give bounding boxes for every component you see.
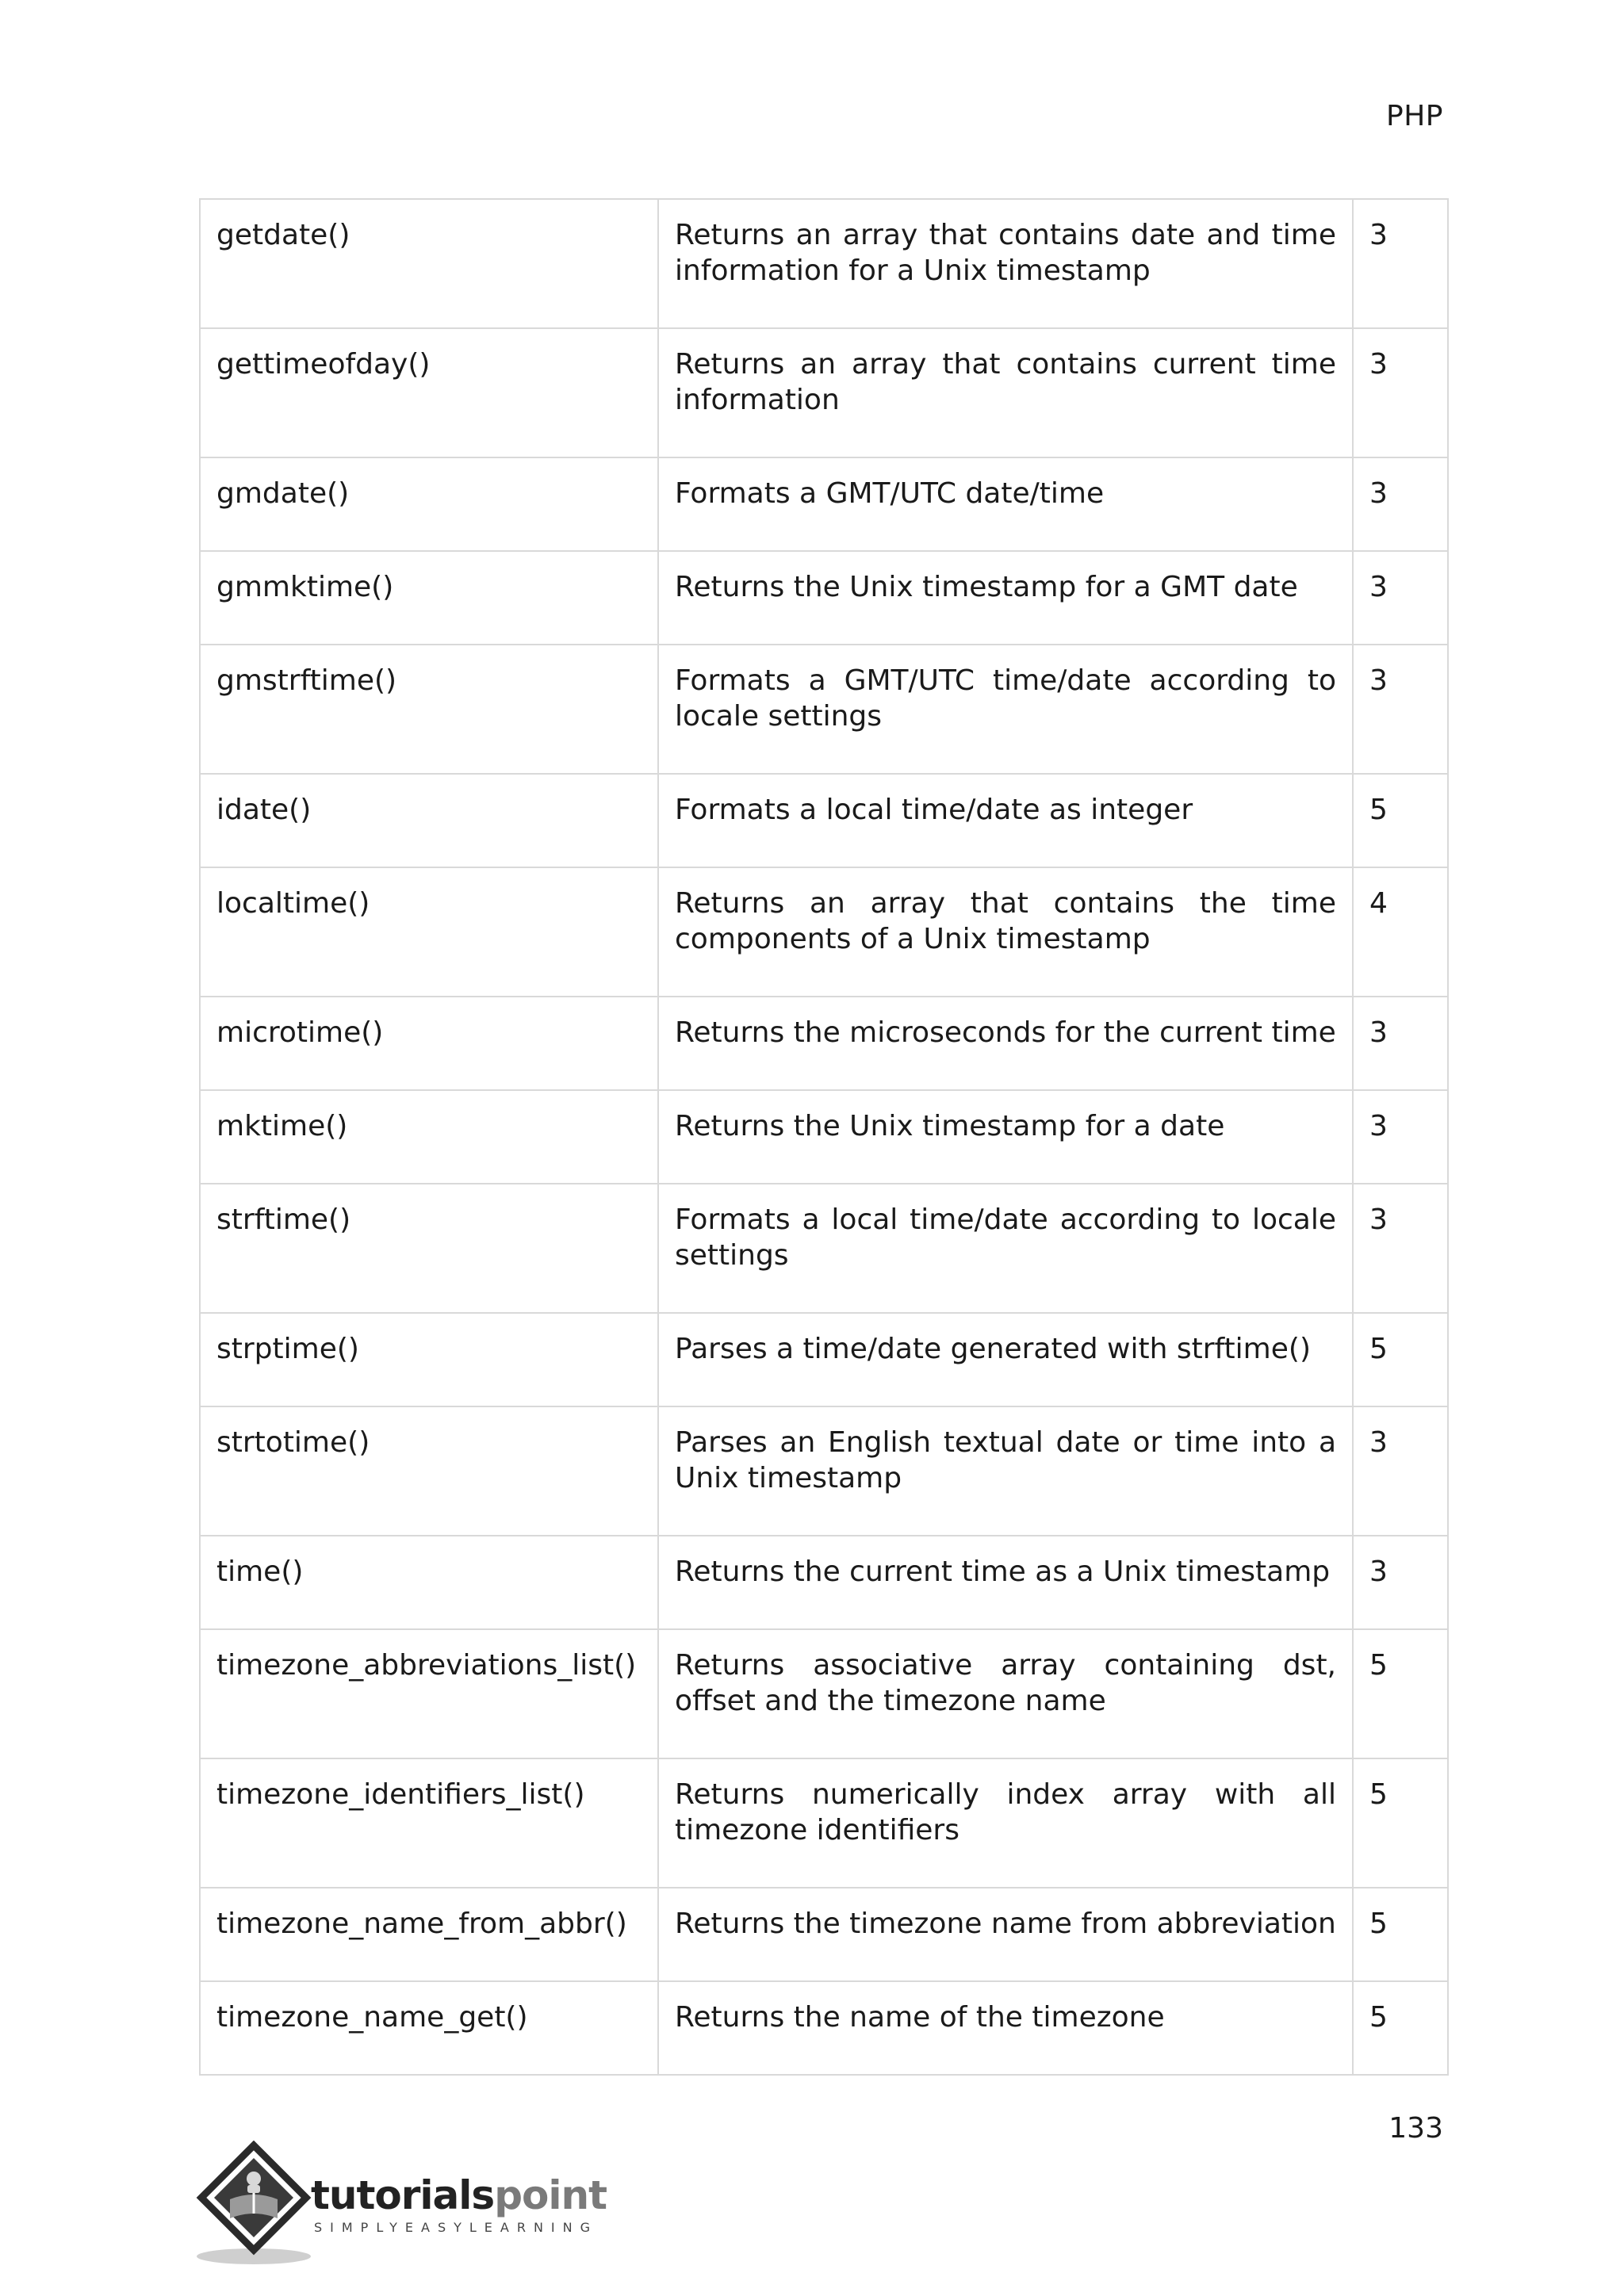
logo-wordmark-bold: tutorials xyxy=(311,2172,495,2218)
function-version-cell: 3 xyxy=(1353,457,1448,551)
table-row xyxy=(200,1090,1448,1184)
function-name-cell: gmdate() xyxy=(200,457,658,551)
function-description-cell: Returns an array that contains current time information xyxy=(658,328,1353,457)
logo-diamond-icon xyxy=(195,2141,314,2267)
function-name-cell: timezone_name_get() xyxy=(200,1981,658,2075)
table-row xyxy=(200,645,1448,774)
function-version-cell: 3 xyxy=(1353,1090,1448,1184)
function-description-cell: Returns associative array containing dst, offset and the timezone name xyxy=(658,1629,1353,1758)
logo-wordmark-light: point xyxy=(494,2172,607,2218)
function-version-cell: 4 xyxy=(1353,867,1448,997)
function-description-cell: Parses a time/date generated with strftime() xyxy=(658,1313,1353,1406)
table-row xyxy=(200,997,1448,1090)
tutorialspoint-logo xyxy=(195,2141,607,2267)
function-version-cell: 5 xyxy=(1353,1981,1448,2075)
function-name-cell: mktime() xyxy=(200,1090,658,1184)
function-name-cell: gmstrftime() xyxy=(200,645,658,774)
function-description-cell: Returns the Unix timestamp for a date xyxy=(658,1090,1353,1184)
table-row xyxy=(200,1888,1448,1981)
function-description-cell: Formats a local time/date according to locale settings xyxy=(658,1184,1353,1313)
function-description-cell: Returns the Unix timestamp for a GMT date xyxy=(658,551,1353,645)
function-version-cell: 3 xyxy=(1353,645,1448,774)
function-name-cell: timezone_name_from_abbr() xyxy=(200,1888,658,1981)
function-description-cell: Formats a local time/date as integer xyxy=(658,774,1353,867)
table-row xyxy=(200,1758,1448,1888)
function-name-cell: idate() xyxy=(200,774,658,867)
function-description-cell: Returns the timezone name from abbreviation xyxy=(658,1888,1353,1981)
function-version-cell: 3 xyxy=(1353,1536,1448,1629)
function-version-cell: 5 xyxy=(1353,1629,1448,1758)
function-version-cell: 3 xyxy=(1353,551,1448,645)
function-description-cell: Returns the name of the timezone xyxy=(658,1981,1353,2075)
table-row xyxy=(200,1313,1448,1406)
function-name-cell: getdate() xyxy=(200,199,658,328)
table-row xyxy=(200,1629,1448,1758)
function-version-cell: 5 xyxy=(1353,1888,1448,1981)
function-name-cell: gmmktime() xyxy=(200,551,658,645)
table-row xyxy=(200,1406,1448,1536)
function-name-cell: localtime() xyxy=(200,867,658,997)
page-number: 133 xyxy=(1388,2112,1443,2145)
function-description-cell: Returns an array that contains date and time information for a Unix timestamp xyxy=(658,199,1353,328)
table-row xyxy=(200,328,1448,457)
function-version-cell: 3 xyxy=(1353,997,1448,1090)
function-version-cell: 3 xyxy=(1353,1184,1448,1313)
function-description-cell: Returns an array that contains the time components of a Unix timestamp xyxy=(658,867,1353,997)
table-row xyxy=(200,1536,1448,1629)
logo-wordmark xyxy=(311,2172,607,2218)
table-row xyxy=(200,457,1448,551)
table-row xyxy=(200,774,1448,867)
logo-tagline: SIMPLYEASYLEARNING xyxy=(314,2220,599,2235)
function-name-cell: strftime() xyxy=(200,1184,658,1313)
function-version-cell: 3 xyxy=(1353,328,1448,457)
function-description-cell: Returns the current time as a Unix timestamp xyxy=(658,1536,1353,1629)
table-row xyxy=(200,867,1448,997)
function-version-cell: 5 xyxy=(1353,1313,1448,1406)
function-name-cell: strptime() xyxy=(200,1313,658,1406)
table-row xyxy=(200,551,1448,645)
function-name-cell: microtime() xyxy=(200,997,658,1090)
function-name-cell: strtotime() xyxy=(200,1406,658,1536)
running-header: PHP xyxy=(1386,100,1443,132)
table-row xyxy=(200,1981,1448,2075)
table-row xyxy=(200,199,1448,328)
function-name-cell: time() xyxy=(200,1536,658,1629)
function-name-cell: timezone_identifiers_list() xyxy=(200,1758,658,1888)
function-name-cell: gettimeofday() xyxy=(200,328,658,457)
function-description-cell: Returns numerically index array with all timezone identifiers xyxy=(658,1758,1353,1888)
function-table xyxy=(199,198,1449,2076)
function-description-cell: Returns the microseconds for the current time xyxy=(658,997,1353,1090)
function-version-cell: 5 xyxy=(1353,774,1448,867)
function-version-cell: 3 xyxy=(1353,1406,1448,1536)
function-description-cell: Formats a GMT/UTC time/date according to locale settings xyxy=(658,645,1353,774)
function-description-cell: Formats a GMT/UTC date/time xyxy=(658,457,1353,551)
function-version-cell: 5 xyxy=(1353,1758,1448,1888)
function-name-cell: timezone_abbreviations_list() xyxy=(200,1629,658,1758)
function-version-cell: 3 xyxy=(1353,199,1448,328)
function-description-cell: Parses an English textual date or time into a Unix timestamp xyxy=(658,1406,1353,1536)
table-row xyxy=(200,1184,1448,1313)
